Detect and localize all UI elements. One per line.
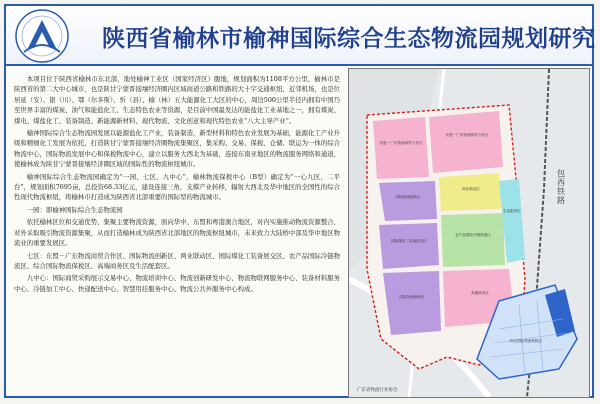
header <box>6 6 596 66</box>
zone-label-comprehensive-bonded: 综合国际物流保税区 <box>509 339 543 343</box>
paragraph-one-park: 依托榆林区位和交通优势，集聚主要物流资源，面向华中、东盟和粤港澳合地区，对内实施推动物流资源整合，对外采取吸引物流资源集聚，从而打造榆林成为陕西省北部地区的物流枢纽城市，未来致力大陆桥中部及华中地区物流业的重要发展区。 <box>14 218 340 248</box>
zone-label-cold-chain: 农产品国际冷链物流区 <box>455 233 491 237</box>
paragraph-intro: 本项目位于陕西省榆林市东北部，地处榆神工业区（国家经济区）腹地，规划面积为1108平方公里，榆林市是陕西省的第二大中心城市，也是陕甘宁蒙晋接壤经济圈内区域商道公路和铁路的大十字交通枢纽，近邻机场，也是位居延（安）、银（川）、鄂（尔多斯）、忻（县）、榆（林）五大能源化工大区的中心，周边500公里半径内拥有中国乃至世界丰富的煤炭、油气和能盐化工、生态特色农业等资源，是目前中国最发达的能盐化工业基地之一，拥有煤炭、煤电、煤盐化工、装备制造、新能源新材料、现代物流、文化创意和现代特色农业“八大主导产业”。 <box>14 75 340 125</box>
paragraph-seven-zones: 七区：东盟－广东物流商贸合作区、国际物流创新区、两业联动区、国际煤化工装备展交区、农产品国际冷链物流区、综合国际物流保税区、高端商务区及生活配套区。 <box>14 251 340 270</box>
zone-label-innovation: 国际物流创新区 <box>395 195 421 199</box>
zone-label-asean-guangdong-2: 东盟－广东物流商贸合作区 <box>445 133 489 137</box>
zone-label-business: 高端商务区 <box>471 291 489 295</box>
paragraph-one-park-heading: 一园：即榆神国际综合生态物流园 <box>26 205 123 214</box>
paragraph-nine-centers: 九中心：国际商贸采购展示交易中心、物流培训中心、物流创新研发中心、物流物联网服务中心、装备材料服务中心、冷链加工中心、快递配送中心、智慧用挂服务中心、物流公共外服务中心构成。 <box>14 274 340 293</box>
railway-label: 包西铁路 <box>557 169 565 205</box>
article-text <box>14 74 340 392</box>
association-logo <box>12 8 72 64</box>
page-title: 陕西省榆林市榆神国际综合生态物流园规划研究 <box>102 25 596 52</box>
zone-label-living: 生活配套区 <box>503 209 521 213</box>
zone-label-coal-chemical-equipment: 国际煤化工装备展交区 <box>391 239 427 243</box>
paragraph-positioning: 榆神国际综合生态物流园发展以能源盐化工产业，装备制造，新型材料和特色农业发展为基础，能源化工产业升级和精细化工发展为依托，打造陕甘宁蒙晋接壤经济圈物流集聚区，集采购、交易、保税、仓储、联运为一体的综合物流中心，国际物流发展中心和保税物流中心，建立以服务大西北为基础，连接东南亚地区的物流服务网络和通道，使榆林成为陕甘宁蒙晋接壤经济圈区域的国际性的物流枢纽城市。 <box>14 129 340 169</box>
planning-map <box>348 68 590 398</box>
zone-label-linkage: 两业联动区 <box>462 187 480 191</box>
map-caption: 广东省物流行业协会 <box>357 388 398 393</box>
document-frame <box>4 4 594 398</box>
paragraph-structure: 榆神国际综合生态物流园确定为“一园、七区、九中心”，榆林物流保税中心（B型）确定为“一心九区、二平台”，规划面积7695亩，总投资68.33亿元，建设连接三角，支撑产业转移，辐射大西北及华中地区的全国性的综合性现代物流枢纽，将榆林市打造成为陕西省北部重要的国际型的物流城市。 <box>14 172 340 202</box>
zone-label-asean-guangdong-1: 东盟－广东物流商贸合作区 <box>379 141 423 145</box>
zone-label-bonded: 国际物流保税区 <box>399 295 425 299</box>
content-area <box>6 66 592 398</box>
